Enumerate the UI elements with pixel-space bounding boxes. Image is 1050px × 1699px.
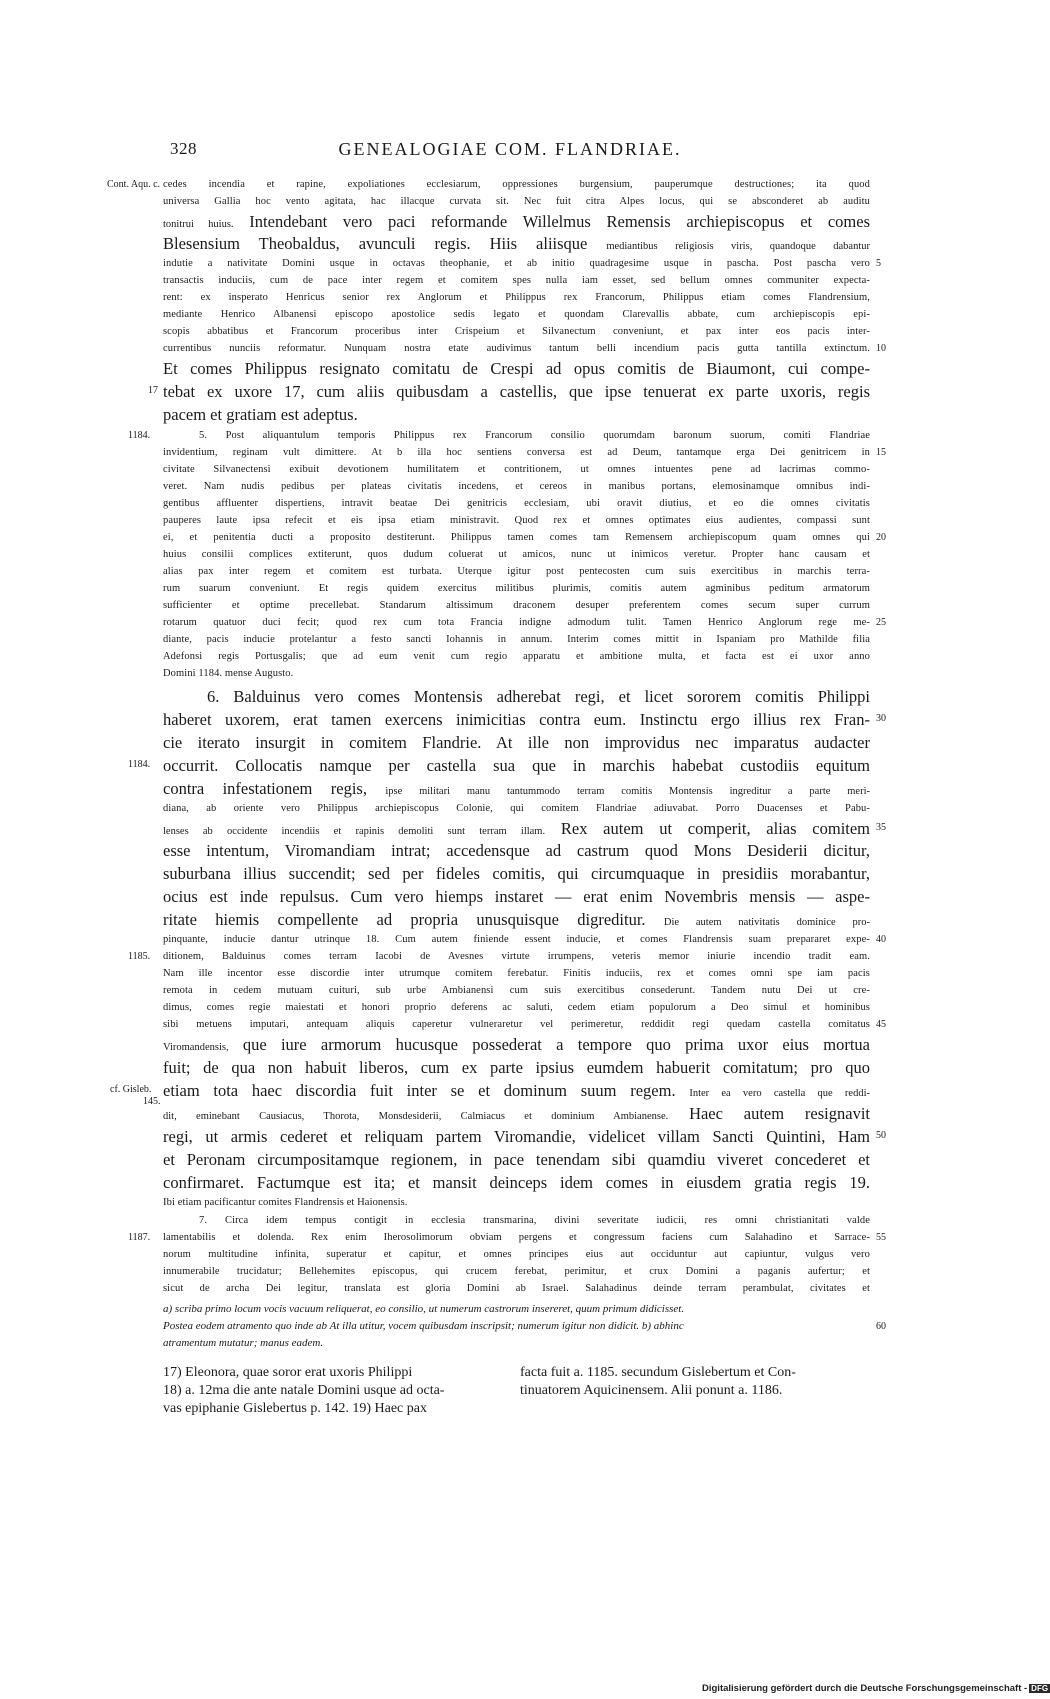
text-line: lamentabilis et dolenda. Rex enim Iherosolimorum obviam pergens et congressum faciens cum Salahadino et Sarrace- (163, 1232, 870, 1243)
text-line: suburbana illius succendit; sed per fideles comitis, qui circumquaque in presidiis morabantur, (163, 864, 870, 883)
line-number: 15 (876, 447, 886, 458)
apparatus-line: Postea eodem atramento quo inde ab At illa utitur, vocem quibusdam inscripsit; numerum igitur non didicit. b) abhinc (163, 1320, 684, 1332)
text-line: Adefonsi regis Portusgalis; que ad eum venit cum regio apparatu et ambitione multa, et facta est ei uxor anno (163, 651, 870, 662)
text-line: alias pax inter regem et comitem est turbata. Uterque igitur post pentecosten cum suis exercitibus in marchis terra- (163, 566, 870, 577)
line-number: 50 (876, 1130, 886, 1141)
text-line: Domini 1184. mense Augusto. (163, 668, 294, 679)
text-run-small: dit, eminebant Causiacus, Thorota, Monsdesiderii, Calmiacus et dominium Ambianense. (163, 1111, 669, 1122)
text-run-small: lenses ab occidente incendiis et rapinis demoliti sunt terram illam. (163, 826, 546, 837)
text-line (163, 211, 870, 233)
text-run-small: ipse militari manu tantummodo terram comitis Montensis ingreditur a parte meri- (385, 786, 870, 797)
margin-note: cf. Gisleb. (110, 1084, 152, 1095)
line-number: 30 (876, 713, 886, 724)
running-title: GENEALOGIAE COM. FLANDRIAE. (338, 139, 682, 159)
text-line: 5. Post aliquantulum temporis Philippus rex Francorum consilio quorumdam baronum suorum, comiti Flandriae (199, 430, 870, 441)
text-line (163, 909, 870, 931)
text-line: scopis abbatibus et Francorum proceribus inter Crispeium et Silvanectum conveniunt, et pax inter eos pacis inter- (163, 326, 870, 337)
apparatus-line: a) scriba primo locum vocis vacuum reliquerat, eo consilio, ut numerum castrorum insereret, quum primum didicisset. (163, 1303, 685, 1315)
line-number: 10 (876, 343, 886, 354)
text-line: 6. Balduinus vero comes Montensis adherebat regi, et licet sororem comitis Philippi (207, 687, 870, 706)
text-line: mediante Henrico Albanensi episcopo apostolice sedis legato et quondam Clarevallis abbate, cum archiepiscopis epi- (163, 309, 870, 320)
text-line: confirmaret. Factumque est ita; et mansit deinceps idem comes in eiusdem gratia regis 19. (163, 1173, 870, 1192)
text-line: pacem et gratiam est adeptus. (163, 405, 358, 424)
text-line: rotarum quatuor duci fecit; quod rex cum tota Francia indigne admodum tulit. Tamen Henrico Anglorum rege me- (163, 617, 870, 628)
margin-note: 1185. (128, 951, 151, 962)
text-line: rent: ex insperato Henricus senior rex Anglorum et Philippus rex Francorum, Philippus etiam comes Flandrensium, (163, 292, 870, 303)
text-line: sibi metuens imputari, antequam aliquis caperetur vulneraretur vel perimeretur, reddidit regi quedam castella comitatus (163, 1019, 870, 1030)
text-run-large: etiam tota haec discordia fuit inter se et dominum suum regem. (163, 1081, 676, 1100)
text-line: currentibus nunciis reformatur. Nunquam nostra etate audivimus tantum belli incendium pacis gutta tantilla extinctum. (163, 343, 870, 354)
text-run-small: tonitrui huius. (163, 219, 234, 230)
text-line: invidentium, reginam vult dimittere. At b illa hoc sentiens conversa est ad Deum, tantamque erga Dei genitricem in (163, 447, 870, 458)
text-run-small: Viromandensis, (163, 1042, 229, 1053)
line-number: 45 (876, 1019, 886, 1030)
line-number: 35 (876, 822, 886, 833)
footnote-line: vas epiphanie Gislebertus p. 142. 19) Haec pax (163, 1401, 427, 1416)
text-line: norum multitudine infinita, superatur et capitur, et omnes principes eius aut occiduntur aut capiuntur, vulgus vero (163, 1249, 870, 1260)
text-line: sufficienter et optime precellebat. Standarum altissimum draconem desuper preferentem comes secum super currum (163, 600, 870, 611)
text-line: Et comes Philippus resignato comitatu de Crespi ad opus comitis de Biaumont, cui compe- (163, 359, 870, 378)
text-run-large: Intendebant vero paci reformande Willelmus Remensis archiepiscopus et comes (249, 212, 871, 231)
margin-note: 1184. (128, 759, 151, 770)
text-line: gentibus affluenter dispertiens, intravit beatae Dei genitricis ecclesiam, ubi oravit diutius, et eo die omnes civitatis (163, 498, 870, 509)
line-number: 55 (876, 1232, 886, 1243)
page-number: 328 (170, 139, 197, 158)
page-header (150, 139, 870, 167)
text-line: Ibi etiam pacificantur comites Flandrensis et Haionensis. (163, 1197, 408, 1208)
text-line (163, 1034, 870, 1056)
text-line: occurrit. Collocatis namque per castella sua que in marchis habebat custodiis equitum (163, 756, 870, 775)
line-number: 40 (876, 934, 886, 945)
text-line (163, 233, 870, 255)
text-line: indutie a nativitate Domini usque in octavas theophanie, et ab initio quadragesime usque in pascha. Post pascha vero (163, 258, 870, 269)
text-line: esse intentum, Viromandiam intrat; accedensque ad castrum quod Mons Desiderii dicitur, (163, 841, 870, 860)
text-line: innumerabile trucidatur; Bellehemites episcopus, qui crucem ferebat, perimitur, et crux Domini a paganis aufertur; et (163, 1266, 870, 1277)
text-line: ocius est inde repulsus. Cum vero hiemps instaret — erat enim Novembris mensis — aspe- (163, 887, 870, 906)
text-line: rum suarum conveniunt. Et regis quidem exercitus militibus plurimis, comitis autem agminibus peditum armatorum (163, 583, 870, 594)
text-run-large: Blesensium Theobaldus, avunculi regis. Hiis aliisque (163, 234, 588, 253)
text-line: Nam ille incentor esse discordie inter utrumque comitem ferebatur. Finitis induciis, rex et comes omni spe iam pacis (163, 968, 870, 979)
text-line: diana, ab oriente vero Philippus archiepiscopus Colonie, qui comitem Flandriae adiuvabat. Porro Duacenses et Pabu- (163, 803, 870, 814)
text-line: cie iterato insurgit in comitem Flandrie. At ille non improvidus nec imparatus audacter (163, 733, 870, 752)
text-line: ditionem, Balduinus comes terram Iacobi de Avesnes virtute irrumpens, veteris memor iniurie incendio tradit eam. (163, 951, 870, 962)
text-line: regi, ut armis cederet et reliquam partem Viromandie, videlicet villam Sancti Quintini, Ham (163, 1127, 870, 1146)
footnote-line: facta fuit a. 1185. secundum Gislebertum et Con- (520, 1365, 796, 1380)
text-line: huius consilii complices extiterunt, quos dudum coluerat ut amicos, nunc ut inimicos veretur. Propter hanc causam et (163, 549, 870, 560)
text-line (163, 1103, 870, 1125)
text-line: ei, et penitentia ducti a proposito destiterunt. Philippus tamen comes tam Remensem archiepiscopum quam omnes qui (163, 532, 870, 543)
text-line: cedes incendia et rapine, expoliationes ecclesiarum, oppressiones burgensium, pauperumque destructiones; ita quod (163, 179, 870, 190)
footnote-line: 17) Eleonora, quae soror erat uxoris Philippi (163, 1365, 413, 1380)
margin-note: 145. (143, 1096, 161, 1107)
text-line: universa Gallia hoc vento agitata, hac illacque curvata sit. Nec fuit citra Alpes locus, qui se absconderet ab auditu (163, 196, 870, 207)
text-line: pinquante, inducie dantur utrinque 18. Cum autem finiende essent inducie, et comes Flandrensis suam prepararet expe- (163, 934, 870, 945)
text-line (163, 778, 870, 800)
text-line: pauperes laute ipsa refecit et eis ipsa etiam ministravit. Quod rex et omnes optimates eius audientes, compassi sunt (163, 515, 870, 526)
text-line: haberet uxorem, erat tamen exercens inimicitias contra eum. Instinctu ergo illius rex Fran- (163, 710, 870, 729)
text-line: transactis induciis, cum de pace inter regem et comitem spes nulla iam esset, sed bellum omnes communiter expecta- (163, 275, 870, 286)
text-run-small: mediantibus religiosis viris, quandoque dabantur (606, 241, 871, 252)
line-number: 25 (876, 617, 886, 628)
footnote-line: tinuatorem Aquicinensem. Alii ponunt a. 1186. (520, 1383, 783, 1398)
text-line: diante, pacis inducie protelantur a festo sancti Iohannis in annum. Interim comes mittit in Ispaniam pro Mathilde filia (163, 634, 870, 645)
margin-note: 17 (148, 385, 158, 396)
text-line: remota in cedem mutuam cuituri, sub urbe Ambianensi cum suis exercitibus consederunt. Tandem nutu Dei ut cre- (163, 985, 870, 996)
line-number: 60 (876, 1321, 886, 1332)
text-run-large: contra infestationem regis, (163, 779, 367, 798)
text-line: et Peronam circumpositamque regionem, in pace tenendam sibi quamdiu viveret concederet et (163, 1150, 870, 1169)
text-line (163, 1080, 870, 1102)
text-line: tebat ex uxore 17, cum aliis quibusdam a castellis, que ipse tenuerat ex parte uxoris, regis (163, 382, 870, 401)
text-line: veret. Nam nudis pedibus per plateas civitatis incedens, et cereos in manibus portans, elemosinamque omnibus indi- (163, 481, 870, 492)
dfg-logo-badge: DFG (1031, 1684, 1049, 1693)
footer-text: Digitalisierung gefördert durch die Deutsche Forschungsgemeinschaft - (702, 1683, 1028, 1694)
margin-note: 1187. (128, 1232, 151, 1243)
text-line: civitate Silvanectensi exibuit devotionem humilitatem et contritionem, ut omnes intuentes pene ad lacrimas commo- (163, 464, 870, 475)
line-number: 5 (876, 258, 881, 269)
footnote-line: 18) a. 12ma die ante natale Domini usque ad octa- (163, 1383, 445, 1398)
text-line: dimus, comes regie maiestati et honori proprio deferens ac saluti, cedem etiam populorum a Deo simul et hominibus (163, 1002, 870, 1013)
text-run-large: ritate hiemis compellente ad propria unusquisque digreditur. (163, 910, 646, 929)
text-line (163, 818, 870, 840)
digitization-credit (702, 1683, 1050, 1694)
apparatus-line: atramentum mutatur; manus eadem. (163, 1337, 324, 1349)
margin-note: Cont. Aqu. c. (107, 179, 161, 190)
text-run-small: Inter ea vero castella que reddi- (689, 1088, 870, 1099)
text-line: sicut de archa Dei legitur, translata est gloria Domini ab Israel. Salahadinus deinde terram perambulat, civitates et (163, 1283, 870, 1294)
text-run-large: Haec autem resignavit (689, 1104, 870, 1123)
text-run-small: Die autem nativitatis dominice pro- (663, 917, 871, 928)
text-line: fuit; de qua non habuit liberos, cum ex parte ipsius eumdem habuerit comitatum; pro quo (163, 1058, 870, 1077)
text-run-large: Rex autem ut comperit, alias comitem (560, 819, 871, 838)
margin-note: 1184. (128, 430, 151, 441)
text-run-large: que iure armorum hucusque possederat a tempore quo prima uxor eius mortua (242, 1035, 870, 1054)
line-number: 20 (876, 532, 886, 543)
text-line: 7. Circa idem tempus contigit in ecclesia transmarina, divini severitate iudicii, res omni christianitati valde (199, 1215, 870, 1226)
